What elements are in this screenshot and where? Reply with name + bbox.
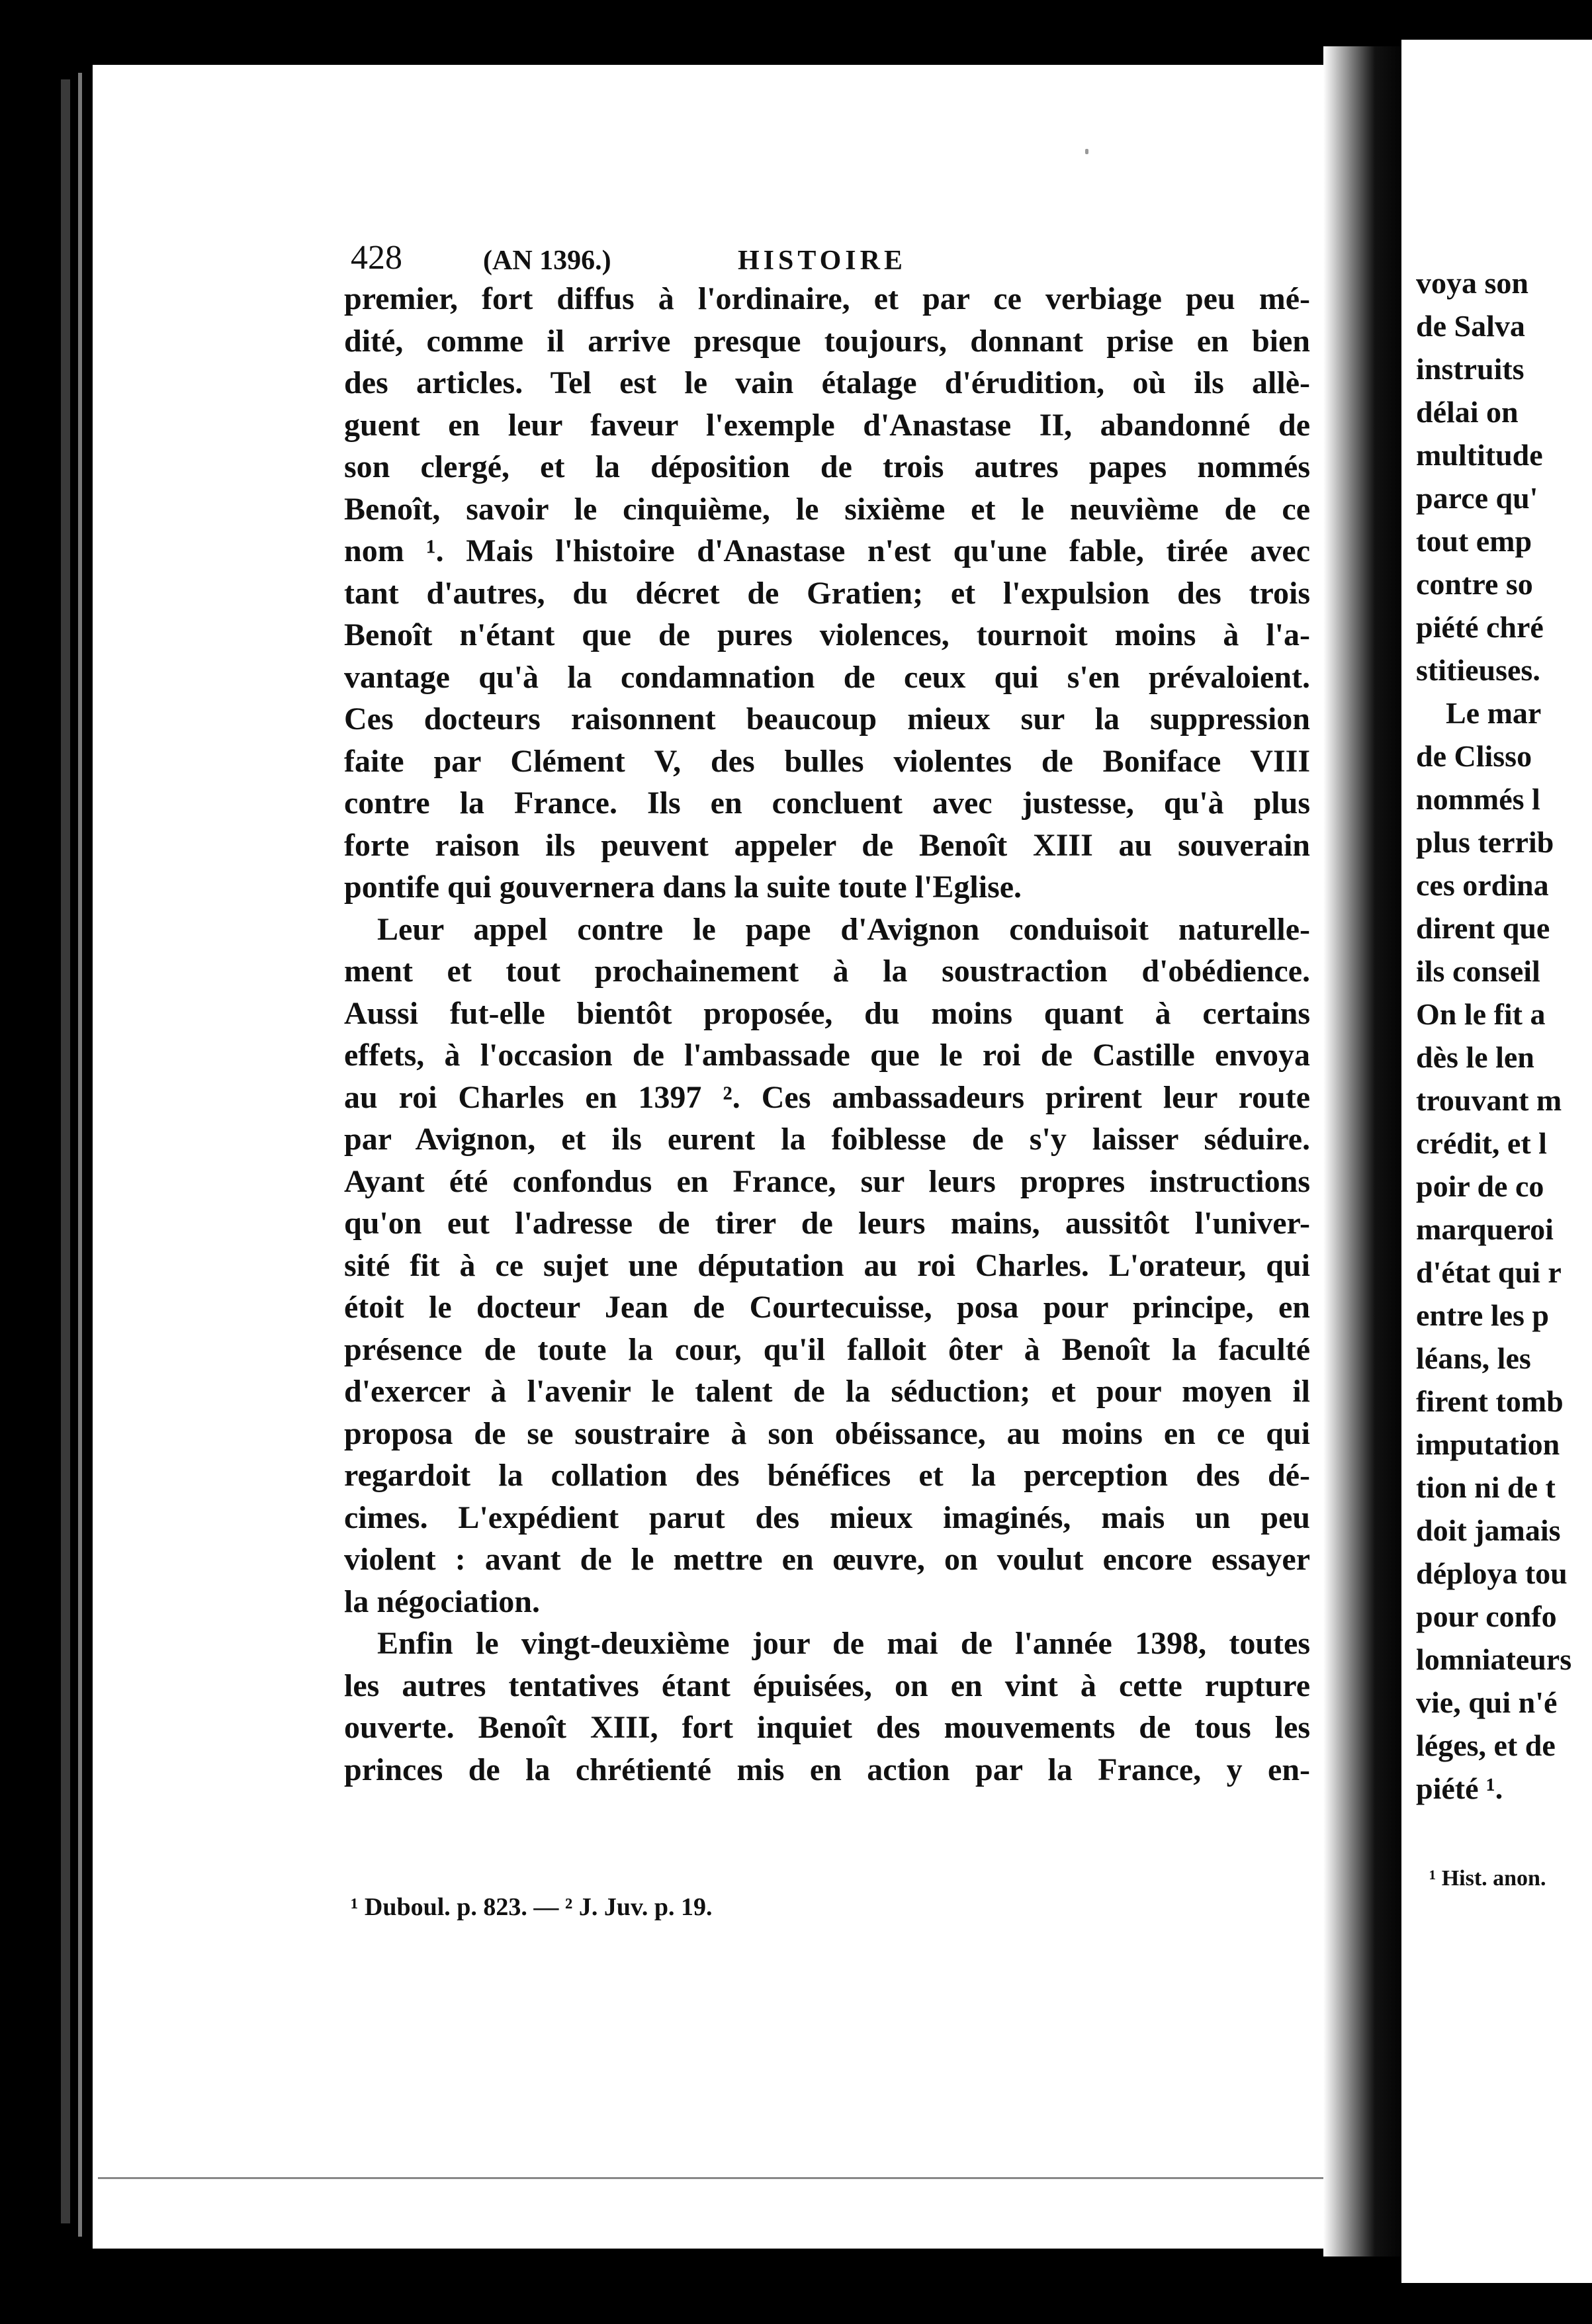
right-text-line: de Clisso	[1416, 739, 1532, 773]
scan-edge-shadow	[61, 79, 70, 2223]
main-text	[344, 278, 1310, 1791]
running-title: HISTOIRE	[738, 246, 907, 276]
book-gutter	[1323, 46, 1409, 2257]
text-line: proposa de se soustraire à son obéissance, au moins en ce qui	[344, 1415, 1310, 1451]
right-text-line: firent tomb	[1416, 1384, 1564, 1418]
text-line: son clergé, et la déposition de trois autres papes nommés	[344, 449, 1310, 484]
right-text-line: ces ordina	[1416, 868, 1549, 902]
footnotes: ¹ Duboul. p. 823. — ² J. Juv. p. 19.	[351, 1893, 713, 1921]
right-text-line: marqueroi	[1416, 1212, 1554, 1246]
text-line: ment et tout prochainement à la soustraction d'obédience.	[344, 954, 1310, 989]
text-line: la négociation.	[344, 1584, 540, 1619]
text-line: Ces docteurs raisonnent beaucoup mieux sur la suppression	[344, 701, 1310, 737]
right-text-line: poir de co	[1416, 1169, 1544, 1203]
text-line: par Avignon, et ils eurent la foiblesse de s'y laisser séduire.	[344, 1122, 1310, 1157]
right-text-line: instruits	[1416, 352, 1525, 386]
text-line: violent : avant de le mettre en œuvre, on voulut encore essayer	[344, 1542, 1310, 1577]
right-text-line: plus terrib	[1416, 825, 1554, 859]
text-line: les autres tentatives étant épuisées, on en vint à cette rupture	[344, 1668, 1310, 1703]
right-text-line: voya son	[1416, 266, 1528, 300]
text-line: étoit le docteur Jean de Courtecuisse, posa pour principe, en	[344, 1290, 1310, 1325]
right-text-line: délai on	[1416, 395, 1519, 429]
text-line: sité fit à ce sujet une députation au roi Charles. L'orateur, qui	[344, 1247, 1310, 1283]
text-line: faite par Clément V, des bulles violentes de Boniface VIII	[344, 743, 1310, 779]
right-text-line: dirent que	[1416, 911, 1550, 945]
text-line: pontife qui gouvernera dans la suite toute l'Eglise.	[344, 870, 1022, 905]
text-line: premier, fort diffus à l'ordinaire, et par ce verbiage peu mé-	[344, 281, 1310, 316]
right-text-line: léges, et de	[1416, 1728, 1556, 1762]
text-line: contre la France. Ils en concluent avec justesse, qu'à plus	[344, 785, 1310, 821]
text-line: forte raison ils peuvent appeler de Benoît XIII au souverain	[344, 827, 1310, 863]
right-text-line: piété ¹.	[1416, 1771, 1503, 1805]
right-text-line: pour confo	[1416, 1599, 1557, 1633]
text-line: Aussi fut-elle bientôt proposée, du moins quant à certains	[344, 995, 1310, 1031]
text-line: regardoit la collation des bénéfices et la perception des dé-	[344, 1458, 1310, 1493]
scan-edge-line	[78, 73, 82, 2237]
text-line: nom ¹. Mais l'histoire d'Anastase n'est qu'une fable, tirée avec	[344, 533, 1310, 568]
right-text-line: parce qu'	[1416, 481, 1538, 515]
text-line: cimes. L'expédient parut des mieux imaginés, mais un peu	[344, 1499, 1310, 1535]
page-bottom-rule	[98, 2177, 1342, 2179]
right-page-text	[1416, 261, 1592, 1810]
right-text-line: dès le len	[1416, 1040, 1534, 1074]
right-text-line: crédit, et l	[1416, 1126, 1547, 1160]
text-line: ouverte. Benoît XIII, fort inquiet des mouvements de tous les	[344, 1710, 1310, 1745]
right-text-line: tion ni de t	[1416, 1470, 1556, 1504]
right-page-footnote: ¹ Hist. anon.	[1429, 1866, 1546, 1891]
text-line: princes de la chrétienté mis en action par la France, y en-	[344, 1752, 1310, 1787]
text-line: vantage qu'à la condamnation de ceux qui s'en prévaloient.	[344, 659, 1310, 695]
text-line: d'exercer à l'avenir le talent de la séduction; et pour moyen il	[344, 1374, 1310, 1409]
page-number: 428	[351, 239, 402, 277]
text-line: dité, comme il arrive presque toujours, donnant prise en bien	[344, 323, 1310, 359]
text-line: Ayant été confondus en France, sur leurs propres instructions	[344, 1163, 1310, 1199]
right-text-line: lomniateurs	[1416, 1642, 1572, 1676]
text-line: Leur appel contre le pape d'Avignon conduisoit naturelle-	[377, 911, 1310, 947]
right-text-line: stitieuses.	[1416, 653, 1540, 687]
text-line: présence de toute la cour, qu'il falloit ôter à Benoît la faculté	[344, 1331, 1310, 1367]
right-text-line: doit jamais	[1416, 1513, 1561, 1547]
right-text-line: léans, les	[1416, 1341, 1531, 1375]
right-text-line: entre les p	[1416, 1298, 1550, 1332]
text-line: Enfin le vingt-deuxième jour de mai de l'année 1398, toutes	[377, 1626, 1310, 1661]
right-text-line: piété chré	[1416, 610, 1544, 644]
right-text-line: multitude	[1416, 438, 1543, 472]
text-line: au roi Charles en 1397 ². Ces ambassadeurs prirent leur route	[344, 1079, 1310, 1115]
year-label: (AN 1396.)	[483, 246, 611, 276]
right-text-line: Le mar	[1446, 696, 1542, 730]
right-text-line: nommés l	[1416, 782, 1540, 816]
right-text-line: vie, qui n'é	[1416, 1685, 1558, 1719]
text-line: qu'on eut l'adresse de tirer de leurs mains, aussitôt l'univer-	[344, 1206, 1310, 1241]
right-text-line: On le fit a	[1416, 997, 1546, 1031]
right-text-line: imputation	[1416, 1427, 1560, 1461]
right-text-line: trouvant m	[1416, 1083, 1562, 1117]
text-line: Benoît n'étant que de pures violences, tournoit moins à l'a-	[344, 617, 1310, 652]
right-text-line: tout emp	[1416, 524, 1532, 558]
text-line: tant d'autres, du décret de Gratien; et l'expulsion des trois	[344, 575, 1310, 611]
ink-speck	[1085, 149, 1088, 154]
right-text-line: contre so	[1416, 567, 1533, 601]
right-text-line: de Salva	[1416, 309, 1525, 343]
right-text-line: déploya tou	[1416, 1556, 1568, 1590]
text-line: des articles. Tel est le vain étalage d'érudition, où ils allè-	[344, 365, 1310, 400]
right-text-line: ils conseil	[1416, 954, 1540, 988]
text-line: guent en leur faveur l'exemple d'Anastase II, abandonné de	[344, 407, 1310, 443]
right-text-line: d'état qui r	[1416, 1255, 1562, 1289]
text-line: Benoît, savoir le cinquième, le sixième et le neuvième de ce	[344, 491, 1310, 527]
text-line: effets, à l'occasion de l'ambassade que le roi de Castille envoya	[344, 1038, 1310, 1073]
scan-border	[0, 0, 53, 2324]
